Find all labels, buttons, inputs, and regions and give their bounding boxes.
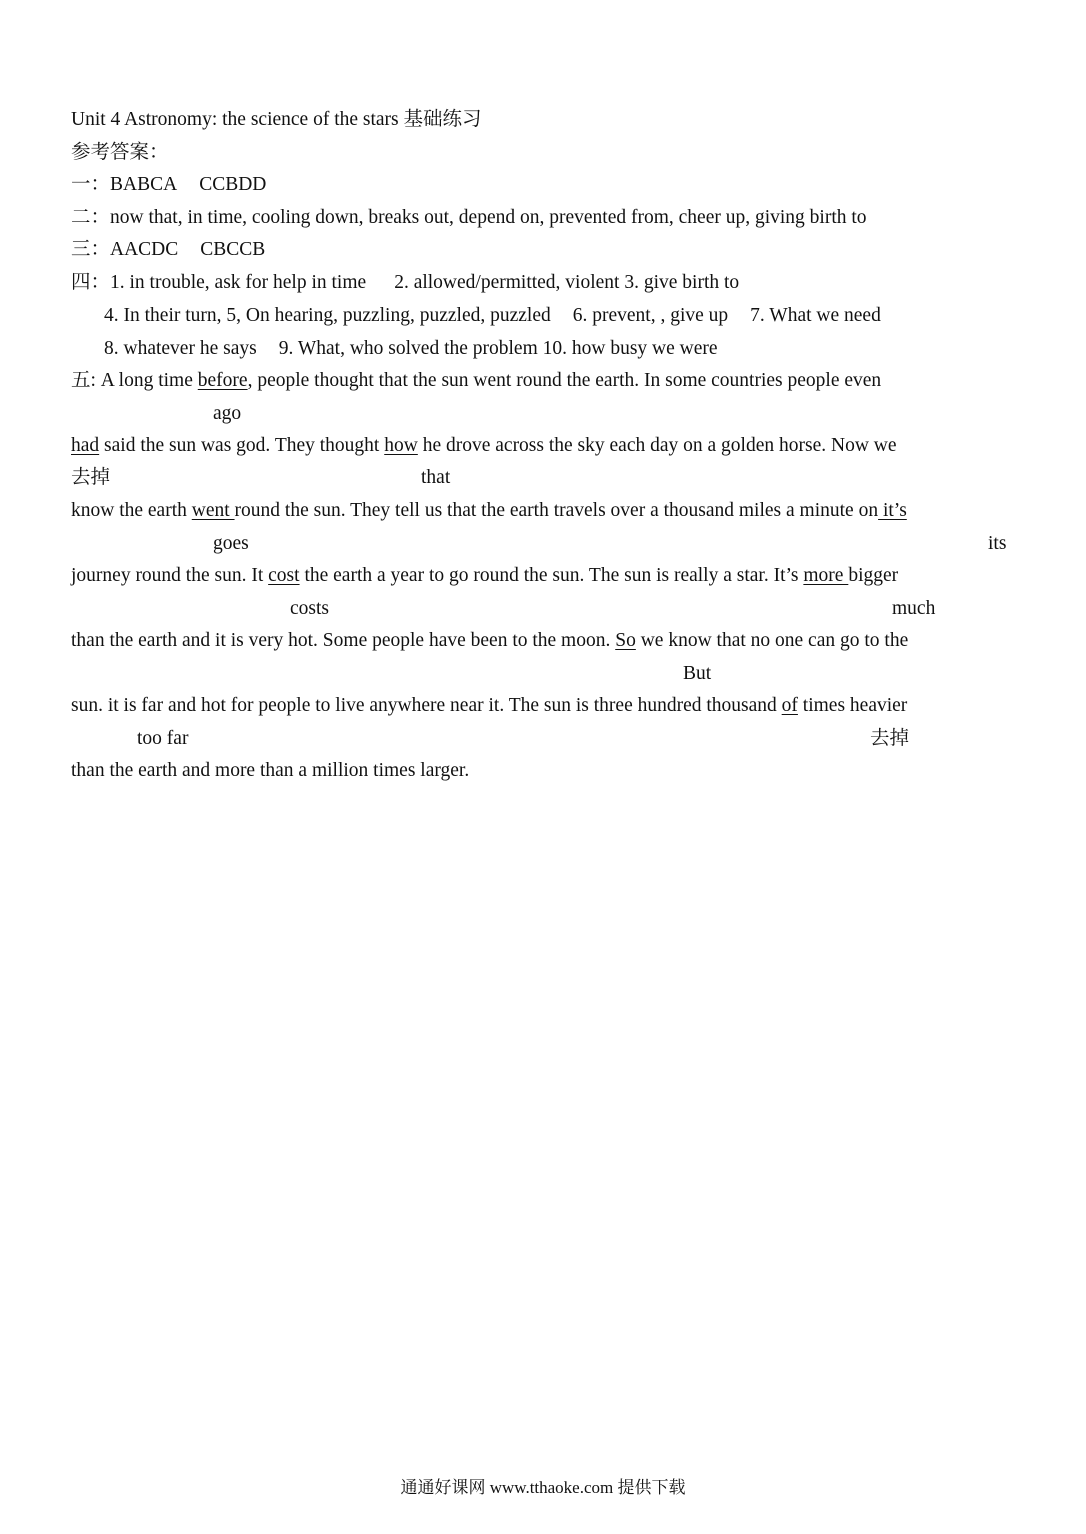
error-word: how (384, 435, 418, 456)
correction: 去掉 (71, 467, 111, 488)
error-word: went (191, 500, 235, 521)
passage-text: journey round the sun. It (71, 565, 269, 586)
section-4-line-1 (71, 271, 739, 295)
section-4-item-9-10: 9. What, who solved the problem 10. how busy we were (278, 338, 718, 359)
correction: goes (213, 533, 249, 554)
error-word: it’s (878, 500, 907, 521)
error-word: before (197, 370, 248, 391)
passage-text: we know that no one can go to the (635, 630, 909, 651)
passage-text: round the sun. They tell us that the earth travels over a thousand miles a minute on (234, 500, 879, 521)
passage-text: he drove across the sky each day on a golden horse. Now we (417, 435, 897, 456)
correction: too far (137, 728, 189, 749)
error-word: of (781, 695, 798, 716)
section-5-line-5 (71, 629, 908, 653)
section-2-text: now that, in time, cooling down, breaks out, depend on, prevented from, cheer up, giving birth to (110, 207, 867, 228)
section-1-group-1: BABCA (110, 174, 178, 195)
section-4-line-2 (104, 304, 881, 328)
section-4-item-4-5: 4. In their turn, 5, On hearing, puzzling, puzzled, puzzled (104, 305, 551, 326)
section-4-line-3 (104, 337, 718, 361)
section-4-item-1: 1. in trouble, ask for help in time (110, 272, 367, 293)
correction: costs (290, 598, 329, 619)
correction: But (683, 663, 712, 684)
correction: that (421, 467, 451, 488)
section-5-line-6 (71, 694, 907, 718)
correction: its (988, 533, 1007, 554)
section-2-label: 二： (71, 207, 111, 228)
section-3-group-2: CBCCB (200, 239, 266, 260)
section-4-label: 四： (71, 272, 111, 293)
section-4-item-8: 8. whatever he says (104, 338, 257, 359)
page-title: Unit 4 Astronomy: the science of the stars 基础练习 (71, 109, 482, 130)
correction: ago (213, 403, 242, 424)
section-3-label: 三： (71, 239, 111, 260)
passage-text: bigger (848, 565, 899, 586)
passage-text: know the earth (71, 500, 192, 521)
passage-text: sun. it is far and hot for people to live anywhere near it. The sun is three hundred thousand (71, 695, 782, 716)
section-5-line-1 (71, 369, 881, 393)
passage-text: , people thought that the sun went round the earth. In some countries people even (247, 370, 882, 391)
section-5-line-3 (71, 499, 907, 523)
passage-text: the earth a year to go round the sun. The sun is really a star. It’s (299, 565, 804, 586)
section-5-label: 五: (71, 370, 96, 391)
passage-text: A long time (95, 370, 198, 391)
section-2 (71, 206, 867, 230)
error-word: So (615, 630, 636, 651)
section-5-line-7: than the earth and more than a million times larger. (71, 760, 470, 781)
section-1-label: 一： (71, 174, 111, 195)
section-5-line-2 (71, 434, 897, 458)
section-1-group-2: CCBDD (199, 174, 267, 195)
section-5-line-4 (71, 564, 898, 588)
answer-heading: 参考答案： (71, 142, 169, 163)
section-3-group-1: AACDC (110, 239, 179, 260)
section-4-item-2: 2. allowed/permitted, violent 3. give birth to (394, 272, 740, 293)
passage-text: said the sun was god. They thought (99, 435, 385, 456)
error-word: had (71, 435, 100, 456)
footer-credit: 通通好课网 www.tthaoke.com 提供下载 (400, 1478, 686, 1497)
correction: much (892, 598, 936, 619)
passage-text: times heavier (797, 695, 908, 716)
section-3 (71, 238, 265, 262)
error-word: cost (268, 565, 300, 586)
passage-text: than the earth and it is very hot. Some people have been to the moon. (71, 630, 616, 651)
correction: 去掉 (870, 728, 910, 749)
section-4-item-7: 7. What we need (750, 305, 881, 326)
error-word: more (803, 565, 849, 586)
section-4-item-6: 6. prevent, , give up (572, 305, 729, 326)
section-1 (71, 173, 266, 197)
